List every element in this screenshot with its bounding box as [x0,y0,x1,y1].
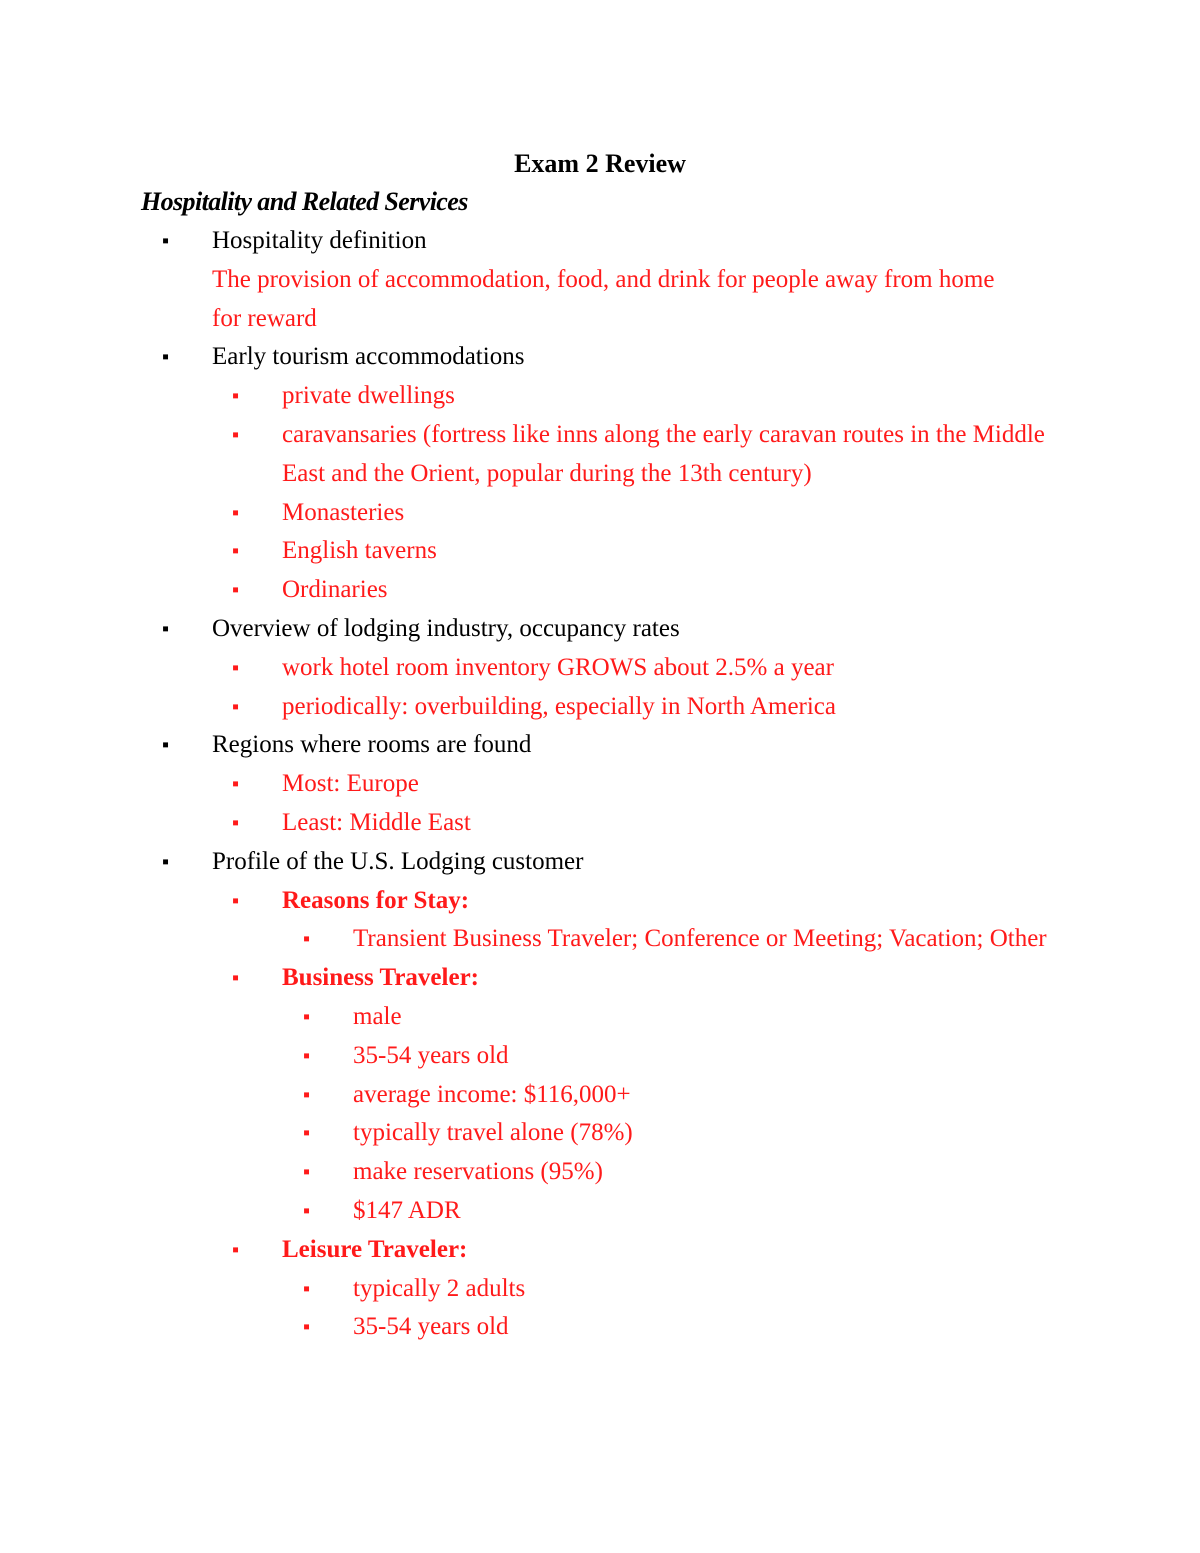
square-bullet-icon: ▪ [303,1161,311,1184]
section-heading: Hospitality and Related Services [141,187,468,216]
sub-sub-item-text: $147 ADR [353,1196,461,1224]
sub-sub-item [0,1270,1200,1309]
square-bullet-icon: ▪ [162,617,170,640]
group-heading-text: Reasons for Stay: [282,886,470,914]
square-bullet-icon: ▪ [232,579,240,602]
square-bullet-icon: ▪ [303,1199,311,1222]
sub-item-text: Least: Middle East [282,808,471,836]
square-bullet-icon: ▪ [232,889,240,912]
sub-sub-item [0,998,1200,1037]
square-bullet-icon: ▪ [232,501,240,524]
sub-item-text: Ordinaries [282,576,388,604]
square-bullet-icon: ▪ [162,734,170,757]
sub-item-text: Monasteries [282,498,405,526]
outline-item-early-tourism [0,338,1200,377]
sub-sub-item [0,1076,1200,1115]
square-bullet-icon: ▪ [232,540,240,563]
sub-item [0,494,1200,533]
sub-sub-item [0,1037,1200,1076]
square-bullet-icon: ▪ [232,385,240,408]
square-bullet-icon: ▪ [232,773,240,796]
sub-sub-item-text: male [353,1002,402,1030]
sub-item [0,688,1200,727]
square-bullet-icon: ▪ [232,423,240,446]
outline-item-label: Regions where rooms are found [212,731,532,759]
sub-sub-item-text: 35-54 years old [353,1313,509,1341]
square-bullet-icon: ▪ [303,928,311,951]
square-bullet-icon: ▪ [303,1083,311,1106]
group-heading-text: Leisure Traveler: [282,1235,468,1263]
sub-item [0,649,1200,688]
sub-item [0,765,1200,804]
outline-list [0,222,1200,1347]
sub-item-text: Most: Europe [282,770,419,798]
document-title: Exam 2 Review [514,149,686,178]
outline-item-regions [0,726,1200,765]
sub-item [0,804,1200,843]
square-bullet-icon: ▪ [232,656,240,679]
sub-item [0,416,1200,494]
outline-item-lodging-overview [0,610,1200,649]
square-bullet-icon: ▪ [303,1005,311,1028]
sub-sub-item [0,1114,1200,1153]
outline-item-label: Early tourism accommodations [212,343,525,371]
sub-item-text: private dwellings [282,382,455,410]
definition-text: The provision of accommodation, food, and drink for people away from home for reward [212,265,995,332]
outline-item-hospitality-definition [0,222,1200,338]
square-bullet-icon: ▪ [303,1122,311,1145]
sub-sub-item-text: typically travel alone (78%) [353,1119,633,1147]
sub-sub-item-text: Transient Business Traveler; Conference or Meeting; Vacation; Other [353,925,1047,953]
sub-sub-item-text: make reservations (95%) [353,1158,603,1186]
sub-sub-item [0,1308,1200,1347]
sub-item-text: caravansaries (fortress like inns along the early caravan routes in the Middle East and the Orient, popular during the 13th century) [282,420,1045,487]
sub-sub-item [0,920,1200,959]
sub-item-text: periodically: overbuilding, especially in North America [282,692,837,720]
square-bullet-icon: ▪ [162,346,170,369]
sub-sub-item-text: typically 2 adults [353,1274,526,1302]
square-bullet-icon: ▪ [303,1316,311,1339]
outline-item-customer-profile [0,843,1200,882]
outline-item-label: Profile of the U.S. Lodging customer [212,847,584,875]
sub-item [0,532,1200,571]
group-heading-leisure-traveler [0,1231,1200,1270]
outline-item-label: Hospitality definition [212,227,427,254]
square-bullet-icon: ▪ [303,1277,311,1300]
square-bullet-icon: ▪ [162,850,170,873]
sub-item [0,377,1200,416]
group-heading-reasons-for-stay [0,882,1200,921]
sub-item-text: work hotel room inventory GROWS about 2.5% a year [282,653,834,681]
sub-item [0,571,1200,610]
square-bullet-icon: ▪ [232,695,240,718]
outline-item-label: Overview of lodging industry, occupancy rates [212,614,680,642]
group-heading-text: Business Traveler: [282,964,479,992]
square-bullet-icon: ▪ [232,1238,240,1261]
sub-sub-item-text: average income: $116,000+ [353,1080,631,1108]
sub-sub-item-text: 35-54 years old [353,1041,509,1069]
square-bullet-icon: ▪ [232,967,240,990]
square-bullet-icon: ▪ [162,230,170,252]
sub-item-text: English taverns [282,537,437,565]
sub-sub-item [0,1153,1200,1192]
square-bullet-icon: ▪ [303,1044,311,1067]
group-heading-business-traveler [0,959,1200,998]
square-bullet-icon: ▪ [232,811,240,834]
sub-sub-item [0,1192,1200,1231]
